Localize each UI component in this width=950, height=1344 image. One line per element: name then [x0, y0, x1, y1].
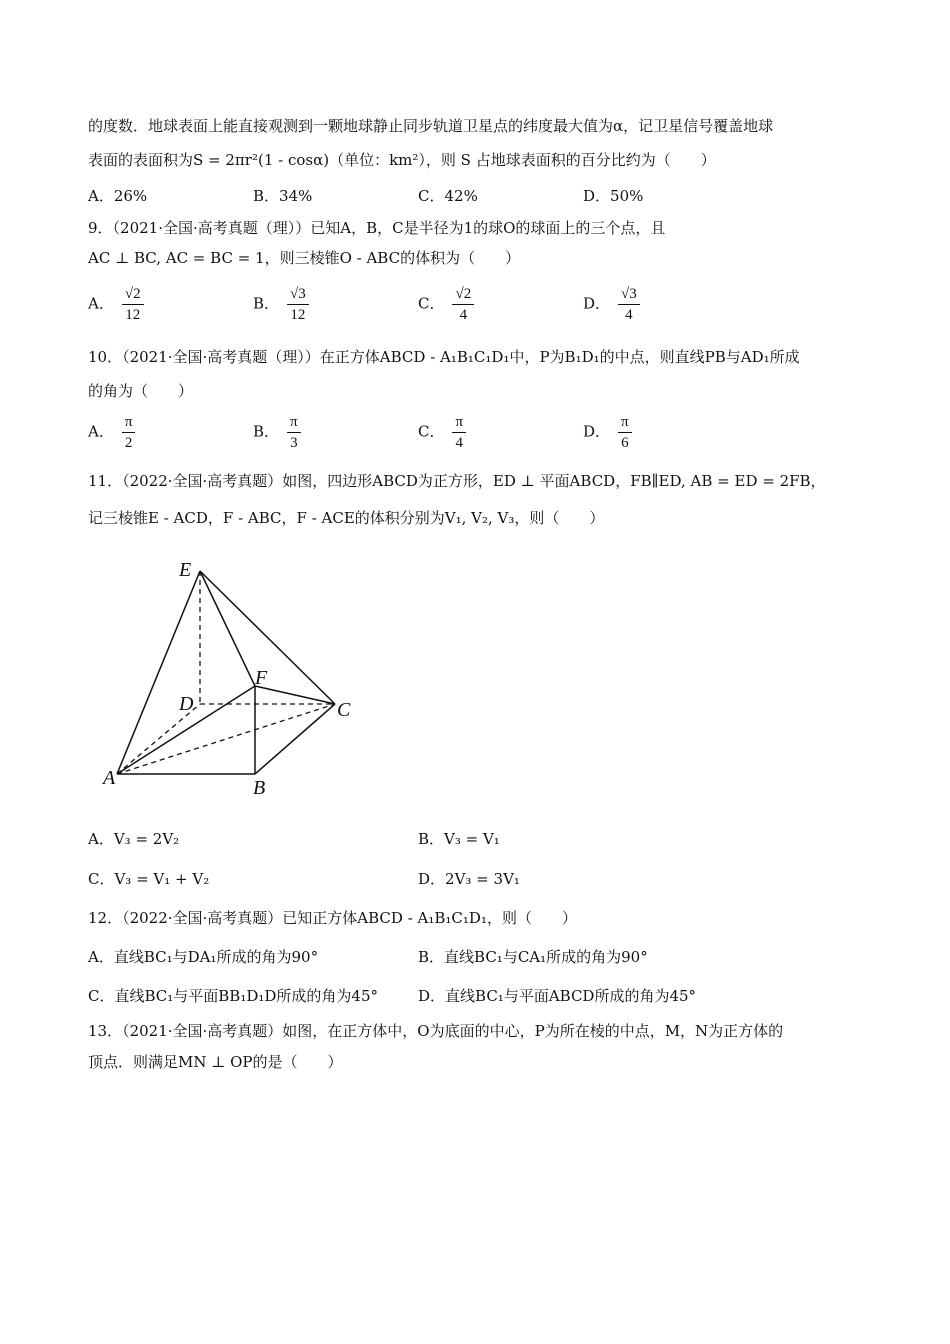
- fraction: [618, 412, 632, 453]
- q9-option-b[interactable]: [253, 284, 309, 325]
- q8-option-d[interactable]: D．50%: [583, 187, 644, 205]
- fraction: [287, 284, 309, 325]
- q12-option-d[interactable]: D．直线BC₁与平面ABCD所成的角为45°: [418, 987, 697, 1005]
- q11-text-line1: 11．（2022·全国·高考真题）如图，四边形ABCD为正方形，ED ⊥ 平面ABCD，FB∥ED, AB = ED = 2FB，: [88, 472, 826, 490]
- option-label: A．: [88, 294, 114, 313]
- option-label: B．: [253, 422, 280, 441]
- q10-option-c[interactable]: [418, 412, 466, 453]
- q10-text-line2: 的角为（ ）: [88, 382, 194, 400]
- q9-option-a[interactable]: [88, 284, 144, 325]
- label-D: D: [179, 693, 194, 715]
- q10-option-b[interactable]: [253, 412, 301, 453]
- numerator: π: [287, 412, 301, 433]
- numerator: √3: [618, 284, 640, 305]
- numerator: π: [618, 412, 632, 433]
- denominator: 4: [625, 307, 633, 323]
- q9-text-line1: 9．（2021·全国·高考真题（理））已知A，B，C是半径为1的球O的球面上的三个点，且: [88, 219, 666, 237]
- option-label: B．: [253, 294, 280, 313]
- q10-option-d[interactable]: [583, 412, 632, 453]
- denominator: 12: [125, 307, 141, 323]
- pyramid-diagram: [95, 548, 375, 808]
- q8-text-line2: 表面的表面积为S = 2πr²(1 - cosα)（单位：km²），则 S 占地球表面积的百分比约为（ ）: [88, 151, 716, 169]
- option-label: D．: [583, 422, 611, 441]
- q11-option-b[interactable]: B．V₃ = V₁: [418, 830, 500, 848]
- denominator: 4: [455, 435, 464, 451]
- option-label: D．: [583, 294, 611, 313]
- label-B: B: [253, 777, 266, 799]
- label-C: C: [337, 699, 351, 721]
- option-label: C．: [418, 422, 445, 441]
- q11-option-d[interactable]: D．2V₃ = 3V₁: [418, 870, 520, 888]
- fraction: [618, 284, 640, 325]
- numerator: √2: [122, 284, 144, 305]
- q8-text-line1: 的度数．地球表面上能直接观测到一颗地球静止同步轨道卫星点的纬度最大值为α，记卫星信号覆盖地球: [88, 117, 774, 135]
- q10-option-a[interactable]: [88, 412, 135, 453]
- q8-option-c[interactable]: C．42%: [418, 187, 478, 205]
- q12-option-c[interactable]: C．直线BC₁与平面BB₁D₁D所成的角为45°: [88, 987, 378, 1005]
- fraction: [452, 284, 474, 325]
- numerator: √2: [452, 284, 474, 305]
- q9-option-c[interactable]: [418, 284, 474, 325]
- q11-text-line2: 记三棱锥E - ACD，F - ABC，F - ACE的体积分别为V₁, V₂, V₃，则（ ）: [88, 509, 605, 527]
- edge-EF: [200, 571, 255, 686]
- denominator: 12: [290, 307, 306, 323]
- option-label: A．: [88, 422, 114, 441]
- q12-option-b[interactable]: B．直线BC₁与CA₁所成的角为90°: [418, 948, 648, 966]
- q13-text-line2: 顶点．则满足MN ⊥ OP的是（ ）: [88, 1053, 343, 1071]
- q10-text-line1: 10．（2021·全国·高考真题（理））在正方体ABCD - A₁B₁C₁D₁中，P为B₁D₁的中点，则直线PB与AD₁所成: [88, 348, 800, 366]
- q9-text-line2: AC ⊥ BC, AC = BC = 1，则三棱锥O - ABC的体积为（ ）: [88, 249, 521, 267]
- option-label: C．: [418, 294, 445, 313]
- numerator: √3: [287, 284, 309, 305]
- fraction: [452, 412, 466, 453]
- edge-AC-hidden: [117, 704, 335, 774]
- numerator: π: [122, 412, 136, 433]
- denominator: 4: [459, 307, 468, 323]
- label-A: A: [103, 767, 116, 789]
- numerator: π: [452, 412, 466, 433]
- q11-option-a[interactable]: A．V₃ = 2V₂: [88, 830, 180, 848]
- q9-option-d[interactable]: [583, 284, 640, 325]
- edge-EC: [200, 571, 335, 704]
- q12-text-line1: 12．（2022·全国·高考真题）已知正方体ABCD - A₁B₁C₁D₁，则（ ）: [88, 909, 577, 927]
- fraction: [122, 412, 136, 453]
- pyramid-figure: [95, 548, 375, 808]
- denominator: 6: [621, 435, 629, 451]
- fraction: [122, 284, 144, 325]
- label-F: F: [255, 667, 268, 689]
- denominator: 3: [290, 435, 298, 451]
- q11-option-c[interactable]: C．V₃ = V₁ + V₂: [88, 870, 210, 888]
- edge-BC: [255, 704, 335, 774]
- fraction: [287, 412, 301, 453]
- q8-option-a[interactable]: A．26%: [88, 187, 148, 205]
- q8-option-b[interactable]: B．34%: [253, 187, 313, 205]
- q13-text-line1: 13．（2021·全国·高考真题）如图，在正方体中，O为底面的中心，P为所在棱的中点，M，N为正方体的: [88, 1022, 784, 1040]
- denominator: 2: [124, 435, 133, 451]
- q12-option-a[interactable]: A．直线BC₁与DA₁所成的角为90°: [88, 948, 319, 966]
- edge-EA: [117, 571, 200, 774]
- label-E: E: [179, 559, 192, 581]
